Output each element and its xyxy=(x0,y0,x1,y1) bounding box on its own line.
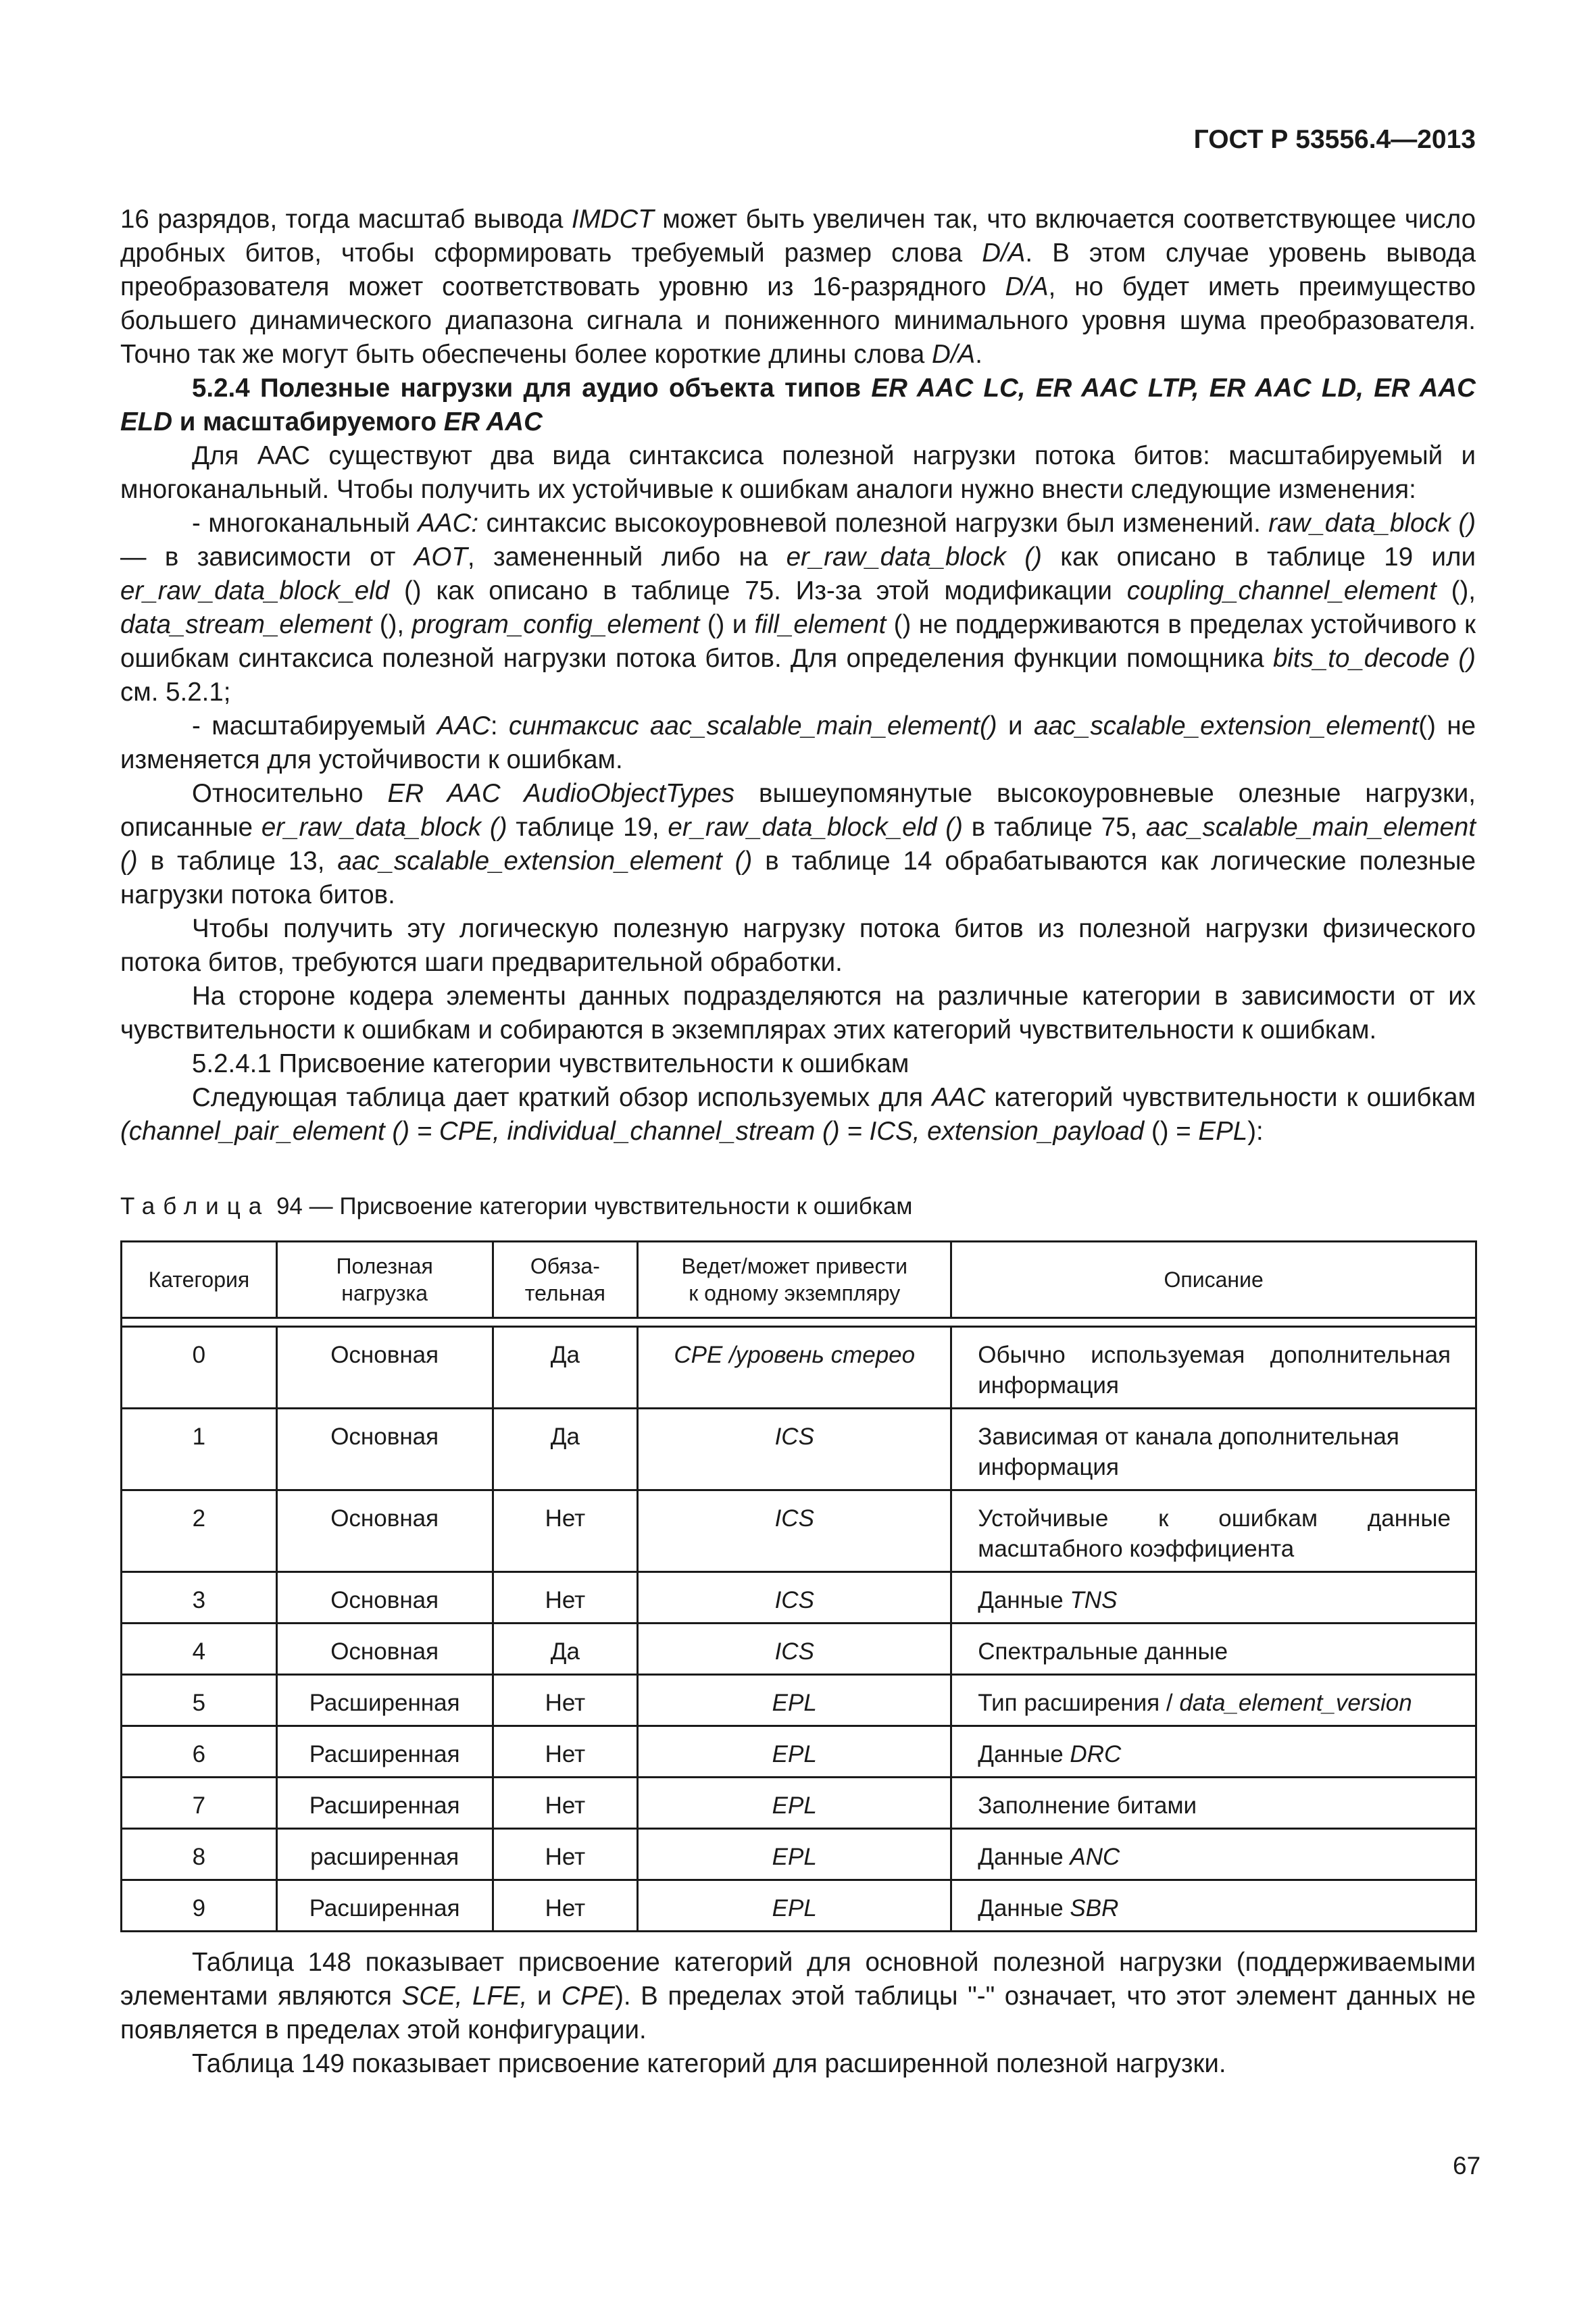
text-run: data_element_version xyxy=(1179,1690,1412,1716)
text-run: (channel_pair_element () = CPE, individual_channel_stream () = ICS, extension_payload xyxy=(120,1117,1145,1146)
cell-description: Обычно используемая дополнительная информация xyxy=(951,1327,1476,1409)
cell-category: 6 xyxy=(122,1726,277,1778)
text-run: в таблице 75, xyxy=(962,813,1147,842)
header-line: к одному экземпляру xyxy=(689,1281,901,1305)
text-run: - многоканальный xyxy=(192,509,418,538)
text-run: aac_scalable_main_element () xyxy=(120,813,1476,876)
header-mandatory xyxy=(493,1242,638,1318)
text-run: coupling_channel_element xyxy=(1126,576,1437,605)
cell-instance xyxy=(638,1327,951,1409)
paragraph-table-148 xyxy=(120,1946,1476,2047)
text-run: EPL xyxy=(772,1741,817,1767)
cell-instance xyxy=(638,1726,951,1778)
text-run: ER AAC LC, ER AAC LTP, ER AAC LD, ER AAC ELD xyxy=(120,374,1476,436)
text-run: AAC: xyxy=(418,509,479,538)
text-run: может быть увеличен так, что включается соответствующее число дробных битов, чтобы сформировать требуемый размер слова xyxy=(120,205,1476,268)
cell-payload: Расширенная xyxy=(276,1880,493,1932)
cell-mandatory: Нет xyxy=(493,1572,638,1624)
text-run: Данные xyxy=(978,1844,1070,1870)
text-run: program_config_element xyxy=(412,610,700,639)
text-run: как описано в таблице 19 или xyxy=(1041,543,1476,572)
cell-mandatory: Нет xyxy=(493,1829,638,1880)
text-run: : xyxy=(490,711,509,740)
paragraph-multichannel xyxy=(120,507,1476,709)
text-run: D/A xyxy=(1005,272,1049,301)
cell-category: 5 xyxy=(122,1675,277,1726)
header-line: Полезная xyxy=(336,1254,433,1278)
table-header-row xyxy=(122,1242,1476,1318)
cell-instance xyxy=(638,1675,951,1726)
cell-payload: Основная xyxy=(276,1624,493,1675)
header-category: Категория xyxy=(122,1242,277,1318)
header-line: тельная xyxy=(524,1281,605,1305)
text-run: CPE /уровень стерео xyxy=(674,1342,916,1368)
cell-instance xyxy=(638,1572,951,1624)
cell-description: Зависимая от канала дополнительная информация xyxy=(951,1409,1476,1490)
text-run: () = xyxy=(1144,1117,1199,1146)
cell-payload: Основная xyxy=(276,1327,493,1409)
cell-category: 8 xyxy=(122,1829,277,1880)
cell-category: 2 xyxy=(122,1490,277,1572)
table-row xyxy=(122,1327,1476,1409)
text-run: . В этом случае уровень вывода преобразователя может соответствовать уровню из 16-разрядного xyxy=(120,238,1476,301)
text-run: fill_element xyxy=(754,610,887,639)
table-row xyxy=(122,1624,1476,1675)
text-run: D/A xyxy=(932,340,976,369)
text-run: Следующая таблица дает краткий обзор используемых для xyxy=(192,1083,932,1112)
main-text xyxy=(120,203,1476,1149)
text-run: bits_to_decode () xyxy=(1272,644,1476,673)
cell-category: 3 xyxy=(122,1572,277,1624)
table-caption xyxy=(120,1193,912,1220)
cell-description xyxy=(951,1726,1476,1778)
header-double-rule xyxy=(122,1318,1476,1327)
text-run: . xyxy=(975,340,982,369)
text-run: Таблица 148 показывает присвоение категорий для основной полезной нагрузки (поддерживаемыми элементами являются xyxy=(120,1948,1476,2011)
text-run: категорий чувствительности к ошибкам xyxy=(985,1083,1476,1112)
text-run: ICS xyxy=(774,1505,814,1532)
text-run: () не поддерживаются в пределах устойчивого к ошибкам синтаксиса полезной нагрузки потока битов. Для определения функции помощника xyxy=(120,610,1476,673)
text-run: IMDCT xyxy=(571,205,654,234)
cell-instance xyxy=(638,1829,951,1880)
page-number: 67 xyxy=(1453,2152,1481,2180)
cell-mandatory: Да xyxy=(493,1409,638,1490)
header-line: Ведет/может привести xyxy=(681,1254,907,1278)
text-run: AOT xyxy=(414,543,468,572)
text-run: er_raw_data_block_eld xyxy=(120,576,390,605)
text-run: EPL xyxy=(772,1844,817,1870)
text-run: — в зависимости от xyxy=(120,543,414,572)
cell-payload: Основная xyxy=(276,1572,493,1624)
text-run: aac_scalable_extension_element xyxy=(1033,711,1419,740)
text-run: er_raw_data_block () xyxy=(261,813,507,842)
table-row xyxy=(122,1778,1476,1829)
text-run: ICS xyxy=(774,1638,814,1665)
text-run: ICS xyxy=(774,1424,814,1450)
paragraph-dac xyxy=(120,203,1476,372)
text-run: ). В пределах этой таблицы "-" означает, что этот элемент данных не появляется в пределах этой конфигурации. xyxy=(120,1982,1476,2044)
section-heading-5-2-4 xyxy=(120,372,1476,439)
text-run: AAC xyxy=(437,711,491,740)
text-run: ): xyxy=(1247,1117,1264,1146)
text-run: в таблице 14 обрабатываются как логические полезные нагрузки потока битов. xyxy=(120,847,1476,909)
text-run: EPL xyxy=(1198,1117,1248,1146)
paragraph-scalable xyxy=(120,709,1476,777)
text-run: Относительно xyxy=(192,779,388,808)
table-row xyxy=(122,1829,1476,1880)
text-run: aac_scalable_extension_element () xyxy=(337,847,753,876)
text-run: SCE, LFE, xyxy=(401,1982,528,2011)
text-run: 5.2.4 Полезные нагрузки для аудио объекта типов xyxy=(192,374,872,403)
cell-category: 7 xyxy=(122,1778,277,1829)
table-body xyxy=(122,1327,1476,1932)
cell-mandatory: Нет xyxy=(493,1778,638,1829)
header-line: нагрузка xyxy=(341,1281,428,1305)
table-row xyxy=(122,1409,1476,1490)
paragraph-preprocessing: Чтобы получить эту логическую полезную нагрузку потока битов из полезной нагрузки физического потока битов, требуются шаги предварительной обработки. xyxy=(120,914,1476,977)
cell-description xyxy=(951,1572,1476,1624)
cell-description: Спектральные данные xyxy=(951,1624,1476,1675)
paragraph-er-aac xyxy=(120,777,1476,912)
table-row xyxy=(122,1880,1476,1932)
text-run: data_stream_element xyxy=(120,610,372,639)
cell-description xyxy=(951,1829,1476,1880)
caption-label: Таблица xyxy=(120,1193,270,1219)
rule-cell xyxy=(122,1318,1476,1327)
text-run: AAC xyxy=(932,1083,986,1112)
text-run: (), xyxy=(1436,576,1476,605)
error-sensitivity-table xyxy=(120,1240,1477,1932)
text-run: синтаксис aac_scalable_main_element() xyxy=(509,711,997,740)
header-description: Описание xyxy=(951,1242,1476,1318)
text-run: TNS xyxy=(1070,1587,1118,1613)
text-run: Тип расширения / xyxy=(978,1690,1180,1716)
text-run: и масштабируемого xyxy=(172,407,444,436)
table-row xyxy=(122,1726,1476,1778)
cell-category: 1 xyxy=(122,1409,277,1490)
cell-category: 4 xyxy=(122,1624,277,1675)
text-run: Данные xyxy=(978,1741,1070,1767)
cell-payload: расширенная xyxy=(276,1829,493,1880)
cell-payload: Расширенная xyxy=(276,1726,493,1778)
text-run: , но будет иметь преимущество большего динамического диапазона сигнала и пониженного минимального уровня шума преобразователя. Точно так же могут быть обеспечены более короткие длины слова xyxy=(120,272,1476,369)
cell-mandatory: Да xyxy=(493,1624,638,1675)
cell-payload: Расширенная xyxy=(276,1675,493,1726)
text-run: () не изменяется для устойчивости к ошибкам. xyxy=(120,711,1476,774)
paragraph-encoder: На стороне кодера элементы данных подразделяются на различные категории в зависимости от их чувствительности к ошибкам и собираются в экземплярах этих категорий чувствительности к ошибкам. xyxy=(120,982,1476,1045)
text-run: Данные xyxy=(978,1587,1070,1613)
paragraph-table-149: Таблица 149 показывает присвоение категорий для расширенной полезной нагрузки. xyxy=(192,2049,1226,2078)
paragraph-syntax: Для ААС существуют два вида синтаксиса полезной нагрузки потока битов: масштабируемый и многоканальный. Чтобы получить их устойчивые к ошибкам аналоги нужно внести следующие изменения: xyxy=(120,441,1476,504)
text-run: ER AAC xyxy=(443,407,543,436)
cell-payload: Основная xyxy=(276,1490,493,1572)
header-instance xyxy=(638,1242,951,1318)
cell-category: 0 xyxy=(122,1327,277,1409)
caption-title: 94 — Присвоение категории чувствительности к ошибкам xyxy=(270,1193,913,1219)
text-run: таблице 19, xyxy=(507,813,668,842)
cell-payload: Расширенная xyxy=(276,1778,493,1829)
cell-instance xyxy=(638,1624,951,1675)
text-run: и xyxy=(997,711,1034,740)
cell-instance xyxy=(638,1880,951,1932)
text-run: () и xyxy=(699,610,755,639)
text-run: () как описано в таблице 75. Из-за этой модификации xyxy=(389,576,1127,605)
text-run: SBR xyxy=(1070,1895,1119,1921)
header-line: Обяза- xyxy=(530,1254,600,1278)
cell-description xyxy=(951,1675,1476,1726)
text-run: (), xyxy=(372,610,412,639)
table-row xyxy=(122,1572,1476,1624)
text-run: ICS xyxy=(774,1587,814,1613)
section-heading-5-2-4-1: 5.2.4.1 Присвоение категории чувствительности к ошибкам xyxy=(192,1049,909,1078)
text-run: ANC xyxy=(1070,1844,1120,1870)
cell-description: Заполнение битами xyxy=(951,1778,1476,1829)
cell-description xyxy=(951,1880,1476,1932)
text-run: er_raw_data_block () xyxy=(786,543,1042,572)
text-run: и xyxy=(527,1982,562,2011)
cell-mandatory: Да xyxy=(493,1327,638,1409)
header-payload xyxy=(276,1242,493,1318)
text-run: CPE xyxy=(561,1982,616,2011)
cell-category: 9 xyxy=(122,1880,277,1932)
cell-mandatory: Нет xyxy=(493,1490,638,1572)
text-run: ER AAC AudioObjectTypes xyxy=(387,779,735,808)
table-row xyxy=(122,1675,1476,1726)
text-run: 16 разрядов, тогда масштаб вывода xyxy=(120,205,572,234)
text-run: DRC xyxy=(1070,1741,1122,1767)
cell-mandatory: Нет xyxy=(493,1675,638,1726)
cell-payload: Основная xyxy=(276,1409,493,1490)
cell-mandatory: Нет xyxy=(493,1880,638,1932)
text-run: EPL xyxy=(772,1792,817,1819)
cell-description: Устойчивые к ошибкам данные масштабного коэффициента xyxy=(951,1490,1476,1572)
text-run: - масштабируемый xyxy=(192,711,437,740)
text-run: Данные xyxy=(978,1895,1070,1921)
document-code-header: ГОСТ Р 53556.4—2013 xyxy=(1193,125,1476,154)
text-run: raw_data_block () xyxy=(1268,509,1476,538)
text-run: EPL xyxy=(772,1690,817,1716)
cell-mandatory: Нет xyxy=(493,1726,638,1778)
cell-instance xyxy=(638,1778,951,1829)
cell-instance xyxy=(638,1490,951,1572)
text-run: в таблице 13, xyxy=(137,847,338,876)
cell-instance xyxy=(638,1409,951,1490)
table-row xyxy=(122,1490,1476,1572)
text-run: см. 5.2.1; xyxy=(120,678,231,707)
paragraph-table-intro xyxy=(120,1081,1476,1149)
text-run: синтаксис высокоуровневой полезной нагрузки был изменений. xyxy=(478,509,1269,538)
text-run: вышеупомянутые высокоуровневые олезные нагрузки, описанные xyxy=(120,779,1476,842)
text-run: D/A xyxy=(982,238,1026,268)
text-run: EPL xyxy=(772,1895,817,1921)
after-table-text xyxy=(120,1946,1476,2081)
text-run: , замененный либо на xyxy=(467,543,787,572)
text-run: er_raw_data_block_eld () xyxy=(668,813,963,842)
